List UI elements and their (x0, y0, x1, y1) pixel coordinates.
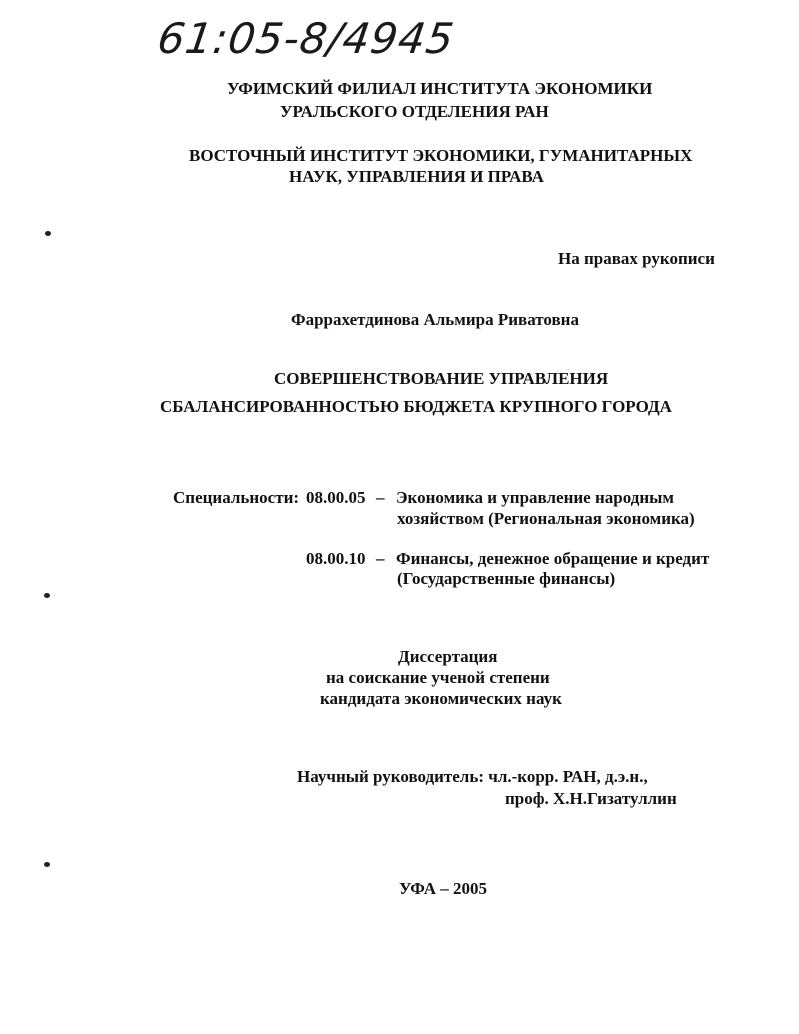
city-year: УФА – 2005 (399, 879, 488, 898)
org-line-1: УФИМСКИЙ ФИЛИАЛ ИНСТИТУТА ЭКОНОМИКИ (227, 79, 653, 98)
specialty-2-name-line-1: Финансы, денежное обращение и кредит (396, 549, 710, 568)
org-line-4: НАУК, УПРАВЛЕНИЯ И ПРАВА (289, 167, 544, 186)
supervisor-line-2: проф. Х.Н.Гизатуллин (505, 789, 677, 808)
title-line-1: СОВЕРШЕНСТВОВАНИЕ УПРАВЛЕНИЯ (274, 369, 609, 388)
margin-punch-mark (45, 231, 51, 236)
org-line-2: УРАЛЬСКОГО ОТДЕЛЕНИЯ РАН (280, 102, 549, 121)
specialties-label: Специальности: (173, 488, 300, 507)
margin-punch-mark (44, 862, 50, 867)
specialty-1-dash: – (376, 488, 385, 507)
specialty-1-name-line-1: Экономика и управление народным (396, 488, 674, 507)
dissertation-label: Диссертация (398, 647, 498, 666)
author-name: Фаррахетдинова Альмира Риватовна (291, 310, 579, 329)
org-line-3: ВОСТОЧНЫЙ ИНСТИТУТ ЭКОНОМИКИ, ГУМАНИТАРНЫХ (189, 146, 693, 165)
specialty-1-name-line-2: хозяйством (Региональная экономика) (397, 509, 695, 528)
margin-punch-mark (44, 593, 50, 598)
degree-line-1: на соискание ученой степени (326, 668, 550, 687)
specialty-1-code: 08.00.05 (306, 488, 366, 507)
specialty-2-name-line-2: (Государственные финансы) (397, 569, 616, 588)
title-line-2: СБАЛАНСИРОВАННОСТЬЮ БЮДЖЕТА КРУПНОГО ГОРОДА (160, 397, 672, 416)
handwritten-registration-number: 61:05-8/4945 (154, 14, 458, 63)
specialty-2-code: 08.00.10 (306, 549, 366, 568)
degree-line-2: кандидата экономических наук (320, 689, 562, 708)
supervisor-line-1: Научный руководитель: чл.-корр. РАН, д.э.н., (297, 767, 648, 786)
specialty-2-dash: – (376, 549, 385, 568)
rights-note: На правах рукописи (558, 249, 715, 268)
